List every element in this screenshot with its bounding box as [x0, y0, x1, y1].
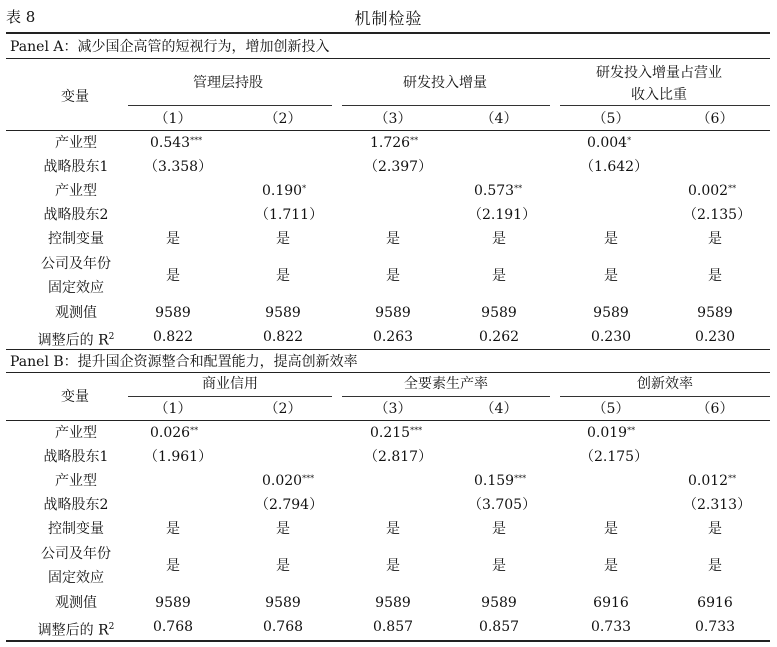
value-cell: 6916 — [697, 595, 733, 611]
value-cell: 9589 — [155, 595, 191, 611]
panel-a-title: Panel A：减少国企高管的短视行为，增加创新投入 — [10, 39, 330, 55]
value-cell: 是 — [492, 231, 506, 247]
panel-b-var-header: 变量 — [61, 389, 89, 405]
coef-cell: 0.004* — [587, 135, 632, 151]
tstat-cell: （3.705） — [468, 497, 537, 513]
row-label: 产业型 — [55, 135, 97, 151]
coef-cell: 0.002** — [688, 183, 737, 199]
panel-b-group-1: 商业信用 — [202, 376, 258, 392]
value-cell: 是 — [492, 268, 506, 284]
row-label: 产业型 — [55, 473, 97, 489]
value-cell: 是 — [708, 231, 722, 247]
value-cell: 0.263 — [372, 329, 414, 345]
value-cell: 是 — [708, 268, 722, 284]
table-row — [0, 445, 777, 469]
row-label-line2: 固定效应 — [48, 570, 104, 586]
table-header — [0, 0, 777, 30]
value-cell: 是 — [708, 558, 722, 574]
value-cell: 0.733 — [694, 619, 736, 635]
tstat-cell: （2.135） — [683, 207, 752, 223]
value-cell: 9589 — [697, 305, 733, 321]
panel-a-col-3: （3） — [374, 111, 412, 127]
table-row — [0, 325, 777, 349]
panel-a-col-6: （6） — [696, 111, 734, 127]
panel-a-group-3-line1: 研发投入增量占营业 — [596, 65, 722, 81]
row-label: 调整后的 $R^2$ — [37, 622, 115, 639]
value-cell: 是 — [386, 268, 400, 284]
table-row — [0, 203, 777, 227]
panel-a-group-3-line2: 收入比重 — [631, 87, 687, 103]
row-label: 控制变量 — [48, 231, 104, 247]
value-cell: 0.768 — [152, 619, 194, 635]
value-cell: 0.733 — [590, 619, 632, 635]
value-cell: 是 — [276, 521, 290, 537]
tstat-cell: （1.711） — [255, 207, 324, 223]
tstat-cell: （1.961） — [144, 449, 213, 465]
panel-a-group-1: 管理层持股 — [193, 75, 263, 91]
panel-a-col-2: （2） — [264, 111, 302, 127]
value-cell: 是 — [386, 231, 400, 247]
panel-b-col-2: （2） — [264, 401, 302, 417]
panel-b-col-6: （6） — [696, 401, 734, 417]
table-label: 表 8 — [6, 8, 36, 26]
table-row — [0, 227, 777, 251]
coef-cell: 0.020*** — [262, 473, 315, 489]
panel-a-group-3 — [564, 62, 754, 106]
row-label: 观测值 — [55, 595, 97, 611]
tstat-cell: （2.397） — [364, 159, 433, 175]
value-cell: 是 — [604, 521, 618, 537]
tstat-cell: （2.794） — [255, 497, 324, 513]
bottom-rule — [6, 640, 770, 642]
value-cell: 0.230 — [694, 329, 736, 345]
top-rule — [6, 32, 770, 34]
table-row — [0, 542, 777, 590]
row-label: 产业型 — [55, 425, 97, 441]
row-label: 战略股东2 — [43, 207, 109, 223]
value-cell: 是 — [604, 268, 618, 284]
value-cell: 9589 — [155, 305, 191, 321]
tstat-cell: （2.191） — [468, 207, 537, 223]
table-row — [0, 469, 777, 493]
panel-separator-rule — [6, 349, 770, 350]
table-title: 机制检验 — [354, 9, 423, 28]
tstat-cell: （2.313） — [683, 497, 752, 513]
panel-a-var-header: 变量 — [61, 89, 89, 105]
panel-b-col-3: （3） — [374, 401, 412, 417]
value-cell: 是 — [492, 521, 506, 537]
row-label: 公司及年份 — [41, 256, 111, 272]
tstat-cell: （2.175） — [580, 449, 649, 465]
panel-b-col-numbers — [0, 397, 777, 421]
value-cell: 6916 — [593, 595, 629, 611]
row-label: 公司及年份 — [41, 546, 111, 562]
panel-a-col-4: （4） — [480, 111, 518, 127]
panel-b-col-5: （5） — [592, 401, 630, 417]
table-row — [0, 615, 777, 639]
table-row — [0, 591, 777, 615]
panel-a-cline-3 — [560, 105, 770, 106]
coef-cell: 0.019** — [587, 425, 636, 441]
coef-cell: 1.726** — [370, 135, 419, 151]
value-cell: 是 — [604, 558, 618, 574]
row-label: 观测值 — [55, 305, 97, 321]
value-cell: 9589 — [375, 595, 411, 611]
value-cell: 是 — [166, 268, 180, 284]
value-cell: 是 — [166, 521, 180, 537]
table-row — [0, 155, 777, 179]
value-cell: 0.768 — [262, 619, 304, 635]
value-cell: 0.230 — [590, 329, 632, 345]
panel-a-group-2: 研发投入增量 — [403, 75, 487, 91]
value-cell: 0.857 — [372, 619, 414, 635]
row-label: 战略股东1 — [43, 159, 109, 175]
value-cell: 是 — [276, 558, 290, 574]
value-cell: 9589 — [481, 305, 517, 321]
panel-b-group-2: 全要素生产率 — [404, 376, 488, 392]
value-cell: 是 — [276, 268, 290, 284]
coef-cell: 0.215*** — [370, 425, 423, 441]
row-label-line2: 固定效应 — [48, 280, 104, 296]
value-cell: 0.822 — [152, 329, 194, 345]
row-label: 调整后的 $R^2$ — [37, 332, 115, 349]
coef-cell: 0.543*** — [150, 135, 203, 151]
panel-b-col-1: （1） — [154, 401, 192, 417]
value-cell: 是 — [386, 558, 400, 574]
value-cell: 是 — [276, 231, 290, 247]
panel-a-rule — [6, 58, 770, 59]
panel-b-col-4: （4） — [480, 401, 518, 417]
value-cell: 是 — [166, 558, 180, 574]
tstat-cell: （2.817） — [364, 449, 433, 465]
row-label: 产业型 — [55, 183, 97, 199]
table-row — [0, 131, 777, 155]
row-label: 战略股东2 — [43, 497, 109, 513]
tstat-cell: （1.642） — [580, 159, 649, 175]
value-cell: 是 — [708, 521, 722, 537]
row-label: 战略股东1 — [43, 449, 109, 465]
value-cell: 0.262 — [478, 329, 520, 345]
value-cell: 是 — [166, 231, 180, 247]
panel-b-title: Panel B：提升国企资源整合和配置能力，提高创新效率 — [10, 354, 358, 370]
value-cell: 是 — [492, 558, 506, 574]
panel-a-col-5: （5） — [592, 111, 630, 127]
row-label: 控制变量 — [48, 521, 104, 537]
coef-cell: 0.026** — [150, 425, 199, 441]
value-cell: 9589 — [593, 305, 629, 321]
panel-a-cline-1 — [128, 105, 332, 106]
panel-a-cline-2 — [342, 105, 550, 106]
value-cell: 是 — [386, 521, 400, 537]
table-row — [0, 517, 777, 541]
coef-cell: 0.012** — [688, 473, 737, 489]
table-row — [0, 421, 777, 445]
table-row — [0, 301, 777, 325]
panel-a-col-1: （1） — [154, 111, 192, 127]
panel-b-group-3: 创新效率 — [637, 376, 693, 392]
value-cell: 是 — [604, 231, 618, 247]
value-cell: 0.822 — [262, 329, 304, 345]
value-cell: 9589 — [375, 305, 411, 321]
value-cell: 9589 — [265, 305, 301, 321]
table-row — [0, 493, 777, 517]
value-cell: 9589 — [481, 595, 517, 611]
coef-cell: 0.159*** — [474, 473, 527, 489]
value-cell: 0.857 — [478, 619, 520, 635]
coef-cell: 0.190* — [262, 183, 307, 199]
tstat-cell: （3.358） — [144, 159, 213, 175]
value-cell: 9589 — [265, 595, 301, 611]
panel-a-col-numbers — [0, 107, 777, 131]
table-row — [0, 252, 777, 300]
table-row — [0, 179, 777, 203]
coef-cell: 0.573** — [474, 183, 523, 199]
